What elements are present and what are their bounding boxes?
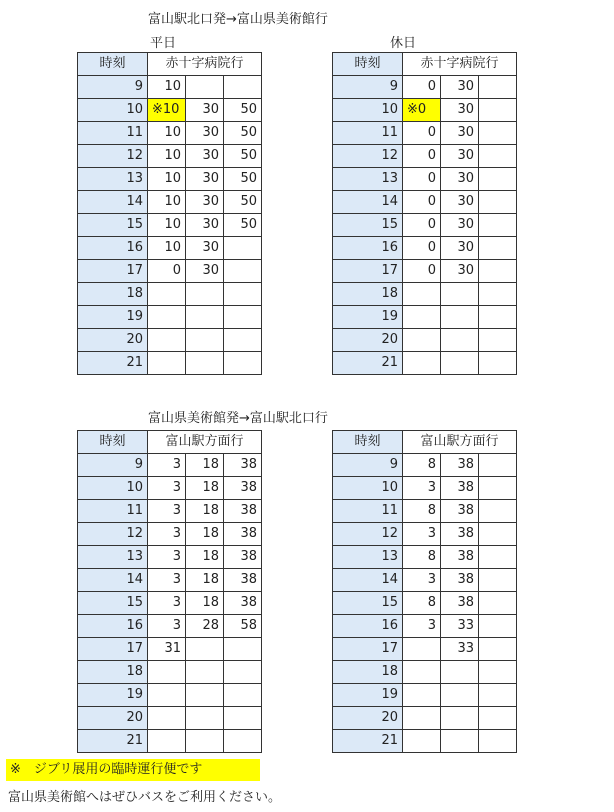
table-row bbox=[78, 260, 262, 283]
table-row bbox=[78, 661, 262, 684]
minute-cell: 38 bbox=[224, 546, 262, 569]
minute-cell: 30 bbox=[186, 260, 224, 283]
minute-cell bbox=[224, 638, 262, 661]
table-row bbox=[333, 260, 517, 283]
minute-cell bbox=[479, 306, 517, 329]
minute-cell: 38 bbox=[441, 546, 479, 569]
minute-cell: 18 bbox=[186, 500, 224, 523]
hour-cell: 9 bbox=[78, 454, 148, 477]
minute-cell: 0 bbox=[403, 191, 441, 214]
minute-cell: 30 bbox=[441, 191, 479, 214]
minute-cell: 10 bbox=[148, 145, 186, 168]
minute-cell: 28 bbox=[186, 615, 224, 638]
minute-cell: 50 bbox=[224, 99, 262, 122]
minute-cell: 50 bbox=[224, 145, 262, 168]
table-row bbox=[333, 454, 517, 477]
table-row bbox=[78, 500, 262, 523]
minute-cell bbox=[441, 684, 479, 707]
minute-cell: 3 bbox=[148, 454, 186, 477]
minute-cell: 38 bbox=[224, 569, 262, 592]
hour-cell: 15 bbox=[333, 214, 403, 237]
minute-cell bbox=[479, 99, 517, 122]
minute-cell: 3 bbox=[403, 523, 441, 546]
hour-cell: 13 bbox=[333, 546, 403, 569]
weekday-label: 平日 bbox=[150, 36, 177, 51]
hour-cell: 21 bbox=[333, 730, 403, 753]
minute-cell: 8 bbox=[403, 500, 441, 523]
minute-cell bbox=[479, 730, 517, 753]
table-row bbox=[333, 329, 517, 352]
hour-cell: 13 bbox=[78, 546, 148, 569]
minute-cell bbox=[148, 707, 186, 730]
minute-cell: 10 bbox=[148, 237, 186, 260]
minute-cell bbox=[224, 661, 262, 684]
minute-cell bbox=[479, 546, 517, 569]
minute-cell: 30 bbox=[441, 237, 479, 260]
minute-cell: 31 bbox=[148, 638, 186, 661]
table-row bbox=[333, 306, 517, 329]
minute-cell bbox=[186, 76, 224, 99]
minute-cell bbox=[479, 661, 517, 684]
minute-cell bbox=[479, 707, 517, 730]
hour-cell: 21 bbox=[333, 352, 403, 375]
minute-cell bbox=[224, 730, 262, 753]
table-row bbox=[333, 122, 517, 145]
minute-cell bbox=[403, 352, 441, 375]
minute-cell bbox=[479, 237, 517, 260]
hour-cell: 17 bbox=[333, 260, 403, 283]
header-time: 時刻 bbox=[333, 431, 403, 454]
minute-cell bbox=[148, 329, 186, 352]
table-row bbox=[78, 76, 262, 99]
hour-cell: 12 bbox=[78, 523, 148, 546]
hour-cell: 14 bbox=[78, 191, 148, 214]
header-time: 時刻 bbox=[78, 53, 148, 76]
minute-cell bbox=[224, 237, 262, 260]
minute-cell bbox=[441, 329, 479, 352]
minute-cell: 3 bbox=[403, 569, 441, 592]
minute-cell: 38 bbox=[441, 500, 479, 523]
minute-cell bbox=[224, 329, 262, 352]
minute-cell bbox=[479, 569, 517, 592]
minute-cell: 8 bbox=[403, 546, 441, 569]
table-row bbox=[333, 352, 517, 375]
hour-cell: 20 bbox=[333, 707, 403, 730]
minute-cell bbox=[403, 329, 441, 352]
footer-message: 富山県美術館へはぜひバスをご利用ください。 bbox=[8, 790, 282, 805]
minute-cell: 3 bbox=[148, 500, 186, 523]
table-row bbox=[333, 638, 517, 661]
minute-cell bbox=[479, 168, 517, 191]
minute-cell: 18 bbox=[186, 546, 224, 569]
hour-cell: 15 bbox=[78, 592, 148, 615]
hour-cell: 18 bbox=[333, 661, 403, 684]
minute-cell bbox=[479, 122, 517, 145]
minute-cell: 38 bbox=[441, 477, 479, 500]
minute-cell: 30 bbox=[441, 214, 479, 237]
minute-cell: 58 bbox=[224, 615, 262, 638]
hour-cell: 10 bbox=[333, 99, 403, 122]
minute-cell: 18 bbox=[186, 454, 224, 477]
special-minute-cell: ※10 bbox=[148, 99, 186, 122]
minute-cell bbox=[403, 707, 441, 730]
minute-cell: 3 bbox=[148, 569, 186, 592]
table-row bbox=[333, 191, 517, 214]
minute-cell bbox=[403, 684, 441, 707]
table-row bbox=[333, 76, 517, 99]
hour-cell: 16 bbox=[78, 615, 148, 638]
minute-cell bbox=[148, 352, 186, 375]
minute-cell bbox=[186, 684, 224, 707]
table-row bbox=[333, 730, 517, 753]
table-row bbox=[78, 546, 262, 569]
minute-cell: 30 bbox=[441, 99, 479, 122]
minute-cell: 0 bbox=[148, 260, 186, 283]
minute-cell bbox=[403, 638, 441, 661]
table-row bbox=[78, 329, 262, 352]
hour-cell: 19 bbox=[333, 684, 403, 707]
hour-cell: 16 bbox=[78, 237, 148, 260]
minute-cell: 18 bbox=[186, 477, 224, 500]
minute-cell bbox=[224, 76, 262, 99]
minute-cell bbox=[148, 306, 186, 329]
hour-cell: 13 bbox=[333, 168, 403, 191]
minute-cell: 50 bbox=[224, 191, 262, 214]
table-row bbox=[333, 661, 517, 684]
hour-cell: 19 bbox=[78, 306, 148, 329]
minute-cell: 38 bbox=[224, 454, 262, 477]
minute-cell bbox=[186, 707, 224, 730]
minute-cell: 3 bbox=[403, 615, 441, 638]
minute-cell: 3 bbox=[148, 523, 186, 546]
hour-cell: 21 bbox=[78, 352, 148, 375]
table-row bbox=[78, 523, 262, 546]
hour-cell: 11 bbox=[333, 500, 403, 523]
minute-cell bbox=[479, 477, 517, 500]
minute-cell: 38 bbox=[224, 477, 262, 500]
hour-cell: 12 bbox=[78, 145, 148, 168]
table-row bbox=[78, 730, 262, 753]
minute-cell bbox=[186, 661, 224, 684]
minute-cell bbox=[148, 684, 186, 707]
minute-cell: 30 bbox=[186, 237, 224, 260]
minute-cell: 18 bbox=[186, 592, 224, 615]
hour-cell: 16 bbox=[333, 615, 403, 638]
minute-cell: 8 bbox=[403, 454, 441, 477]
minute-cell bbox=[224, 707, 262, 730]
minute-cell: 0 bbox=[403, 168, 441, 191]
holiday-label: 休日 bbox=[390, 36, 417, 51]
table-row bbox=[78, 352, 262, 375]
table-row bbox=[333, 500, 517, 523]
minute-cell bbox=[479, 523, 517, 546]
minute-cell: 38 bbox=[224, 500, 262, 523]
hour-cell: 20 bbox=[78, 329, 148, 352]
table-row bbox=[333, 214, 517, 237]
special-service-note: ※ ジブリ展用の臨時運行便です bbox=[6, 759, 260, 781]
minute-cell bbox=[479, 684, 517, 707]
minute-cell: 10 bbox=[148, 168, 186, 191]
minute-cell bbox=[441, 352, 479, 375]
table-row bbox=[78, 684, 262, 707]
section-title-1: 富山駅北口発→富山県美術館行 bbox=[148, 12, 328, 27]
minute-cell bbox=[224, 352, 262, 375]
minute-cell: 0 bbox=[403, 260, 441, 283]
timetable-weekday-return bbox=[77, 430, 262, 753]
minute-cell bbox=[224, 306, 262, 329]
hour-cell: 16 bbox=[333, 237, 403, 260]
minute-cell bbox=[479, 500, 517, 523]
header-destination: 富山駅方面行 bbox=[148, 431, 262, 454]
table-row bbox=[78, 454, 262, 477]
header-time: 時刻 bbox=[78, 431, 148, 454]
minute-cell: 30 bbox=[441, 122, 479, 145]
hour-cell: 12 bbox=[333, 145, 403, 168]
table-row bbox=[78, 122, 262, 145]
table-row bbox=[78, 191, 262, 214]
minute-cell bbox=[441, 306, 479, 329]
minute-cell: 38 bbox=[441, 569, 479, 592]
table-row bbox=[333, 237, 517, 260]
minute-cell bbox=[403, 661, 441, 684]
minute-cell bbox=[186, 352, 224, 375]
minute-cell: 30 bbox=[186, 145, 224, 168]
table-row bbox=[78, 306, 262, 329]
table-row bbox=[333, 477, 517, 500]
table-row bbox=[333, 569, 517, 592]
header-destination: 富山駅方面行 bbox=[403, 431, 517, 454]
minute-cell: 3 bbox=[148, 615, 186, 638]
hour-cell: 17 bbox=[78, 260, 148, 283]
hour-cell: 9 bbox=[333, 454, 403, 477]
minute-cell bbox=[186, 730, 224, 753]
minute-cell: 3 bbox=[148, 592, 186, 615]
minute-cell: 50 bbox=[224, 168, 262, 191]
minute-cell bbox=[186, 306, 224, 329]
minute-cell bbox=[403, 306, 441, 329]
hour-cell: 21 bbox=[78, 730, 148, 753]
minute-cell bbox=[403, 730, 441, 753]
minute-cell: 38 bbox=[441, 523, 479, 546]
table-row bbox=[333, 283, 517, 306]
hour-cell: 10 bbox=[333, 477, 403, 500]
hour-cell: 15 bbox=[78, 214, 148, 237]
minute-cell: 38 bbox=[224, 523, 262, 546]
minute-cell: 30 bbox=[186, 168, 224, 191]
table-row bbox=[333, 592, 517, 615]
minute-cell: 33 bbox=[441, 638, 479, 661]
minute-cell bbox=[479, 283, 517, 306]
hour-cell: 14 bbox=[333, 191, 403, 214]
minute-cell bbox=[186, 638, 224, 661]
hour-cell: 17 bbox=[333, 638, 403, 661]
minute-cell bbox=[224, 283, 262, 306]
minute-cell: 10 bbox=[148, 191, 186, 214]
hour-cell: 14 bbox=[78, 569, 148, 592]
hour-cell: 11 bbox=[78, 500, 148, 523]
table-row bbox=[78, 477, 262, 500]
timetable-weekday-outbound bbox=[77, 52, 262, 375]
minute-cell: 50 bbox=[224, 214, 262, 237]
minute-cell: 0 bbox=[403, 76, 441, 99]
minute-cell: 8 bbox=[403, 592, 441, 615]
minute-cell bbox=[224, 684, 262, 707]
minute-cell bbox=[479, 214, 517, 237]
timetable-holiday-outbound bbox=[332, 52, 517, 375]
table-row bbox=[333, 168, 517, 191]
table-row bbox=[78, 638, 262, 661]
table-row bbox=[78, 99, 262, 122]
hour-cell: 14 bbox=[333, 569, 403, 592]
minute-cell bbox=[479, 352, 517, 375]
minute-cell: 30 bbox=[186, 122, 224, 145]
minute-cell bbox=[148, 283, 186, 306]
hour-cell: 20 bbox=[78, 707, 148, 730]
timetable-holiday-return bbox=[332, 430, 517, 753]
minute-cell bbox=[479, 76, 517, 99]
minute-cell bbox=[479, 260, 517, 283]
header-destination: 赤十字病院行 bbox=[403, 53, 517, 76]
minute-cell: 0 bbox=[403, 145, 441, 168]
minute-cell bbox=[403, 283, 441, 306]
minute-cell: 38 bbox=[441, 454, 479, 477]
hour-cell: 15 bbox=[333, 592, 403, 615]
minute-cell: 30 bbox=[441, 260, 479, 283]
minute-cell: 18 bbox=[186, 569, 224, 592]
minute-cell: 10 bbox=[148, 214, 186, 237]
hour-cell: 10 bbox=[78, 477, 148, 500]
table-row bbox=[333, 145, 517, 168]
table-row bbox=[78, 145, 262, 168]
special-minute-cell: ※0 bbox=[403, 99, 441, 122]
table-row bbox=[333, 684, 517, 707]
hour-cell: 10 bbox=[78, 99, 148, 122]
hour-cell: 12 bbox=[333, 523, 403, 546]
minute-cell: 3 bbox=[148, 477, 186, 500]
minute-cell: 0 bbox=[403, 214, 441, 237]
minute-cell bbox=[479, 638, 517, 661]
minute-cell: 10 bbox=[148, 122, 186, 145]
table-row bbox=[78, 214, 262, 237]
hour-cell: 19 bbox=[78, 684, 148, 707]
hour-cell: 18 bbox=[78, 283, 148, 306]
minute-cell bbox=[224, 260, 262, 283]
table-row bbox=[78, 707, 262, 730]
hour-cell: 18 bbox=[78, 661, 148, 684]
minute-cell: 3 bbox=[148, 546, 186, 569]
table-row bbox=[333, 546, 517, 569]
minute-cell: 30 bbox=[441, 76, 479, 99]
minute-cell: 18 bbox=[186, 523, 224, 546]
hour-cell: 9 bbox=[78, 76, 148, 99]
minute-cell: 38 bbox=[441, 592, 479, 615]
header-destination: 赤十字病院行 bbox=[148, 53, 262, 76]
minute-cell bbox=[479, 615, 517, 638]
minute-cell bbox=[186, 283, 224, 306]
section-title-2: 富山県美術館発→富山駅北口行 bbox=[148, 411, 328, 426]
minute-cell bbox=[479, 145, 517, 168]
minute-cell bbox=[186, 329, 224, 352]
table-row bbox=[78, 569, 262, 592]
hour-cell: 11 bbox=[78, 122, 148, 145]
minute-cell: 30 bbox=[186, 99, 224, 122]
hour-cell: 13 bbox=[78, 168, 148, 191]
hour-cell: 11 bbox=[333, 122, 403, 145]
minute-cell bbox=[148, 661, 186, 684]
hour-cell: 19 bbox=[333, 306, 403, 329]
minute-cell bbox=[441, 730, 479, 753]
minute-cell: 30 bbox=[441, 145, 479, 168]
table-row bbox=[333, 99, 517, 122]
minute-cell bbox=[479, 191, 517, 214]
minute-cell bbox=[148, 730, 186, 753]
table-row bbox=[333, 615, 517, 638]
minute-cell bbox=[479, 454, 517, 477]
minute-cell bbox=[441, 707, 479, 730]
minute-cell: 0 bbox=[403, 122, 441, 145]
table-row bbox=[78, 615, 262, 638]
minute-cell: 30 bbox=[186, 191, 224, 214]
minute-cell: 30 bbox=[186, 214, 224, 237]
hour-cell: 20 bbox=[333, 329, 403, 352]
minute-cell bbox=[441, 661, 479, 684]
table-row bbox=[333, 707, 517, 730]
hour-cell: 9 bbox=[333, 76, 403, 99]
minute-cell: 30 bbox=[441, 168, 479, 191]
hour-cell: 18 bbox=[333, 283, 403, 306]
table-row bbox=[78, 283, 262, 306]
table-row bbox=[78, 592, 262, 615]
minute-cell: 50 bbox=[224, 122, 262, 145]
minute-cell: 10 bbox=[148, 76, 186, 99]
minute-cell: 3 bbox=[403, 477, 441, 500]
minute-cell: 0 bbox=[403, 237, 441, 260]
table-row bbox=[78, 237, 262, 260]
minute-cell bbox=[479, 592, 517, 615]
minute-cell: 33 bbox=[441, 615, 479, 638]
minute-cell bbox=[479, 329, 517, 352]
header-time: 時刻 bbox=[333, 53, 403, 76]
minute-cell bbox=[441, 283, 479, 306]
hour-cell: 17 bbox=[78, 638, 148, 661]
table-row bbox=[333, 523, 517, 546]
table-row bbox=[78, 168, 262, 191]
minute-cell: 38 bbox=[224, 592, 262, 615]
